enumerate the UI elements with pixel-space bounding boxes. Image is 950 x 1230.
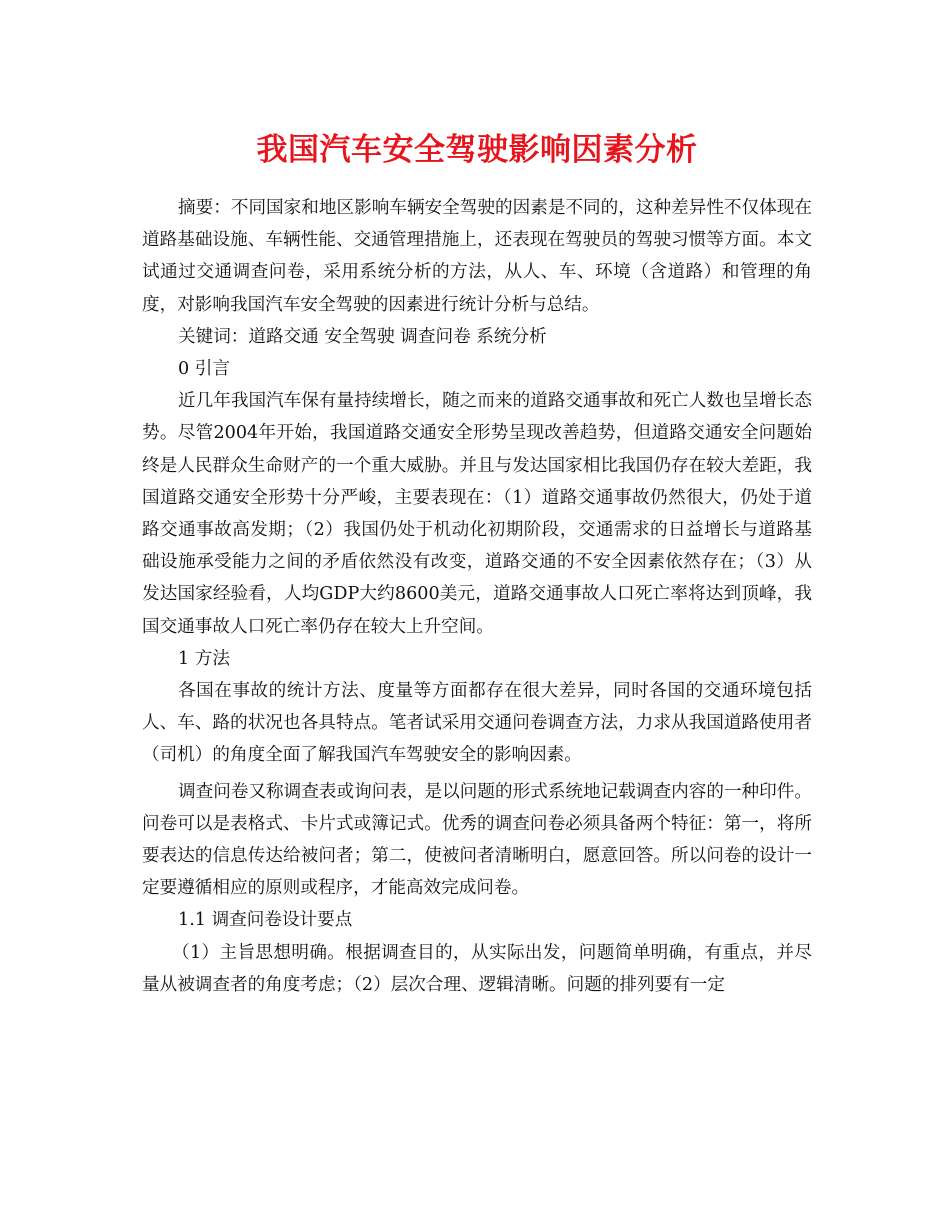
document-title: 我国汽车安全驾驶影响因素分析 xyxy=(256,132,698,168)
section-0-heading: 0 引言 xyxy=(178,359,230,380)
document-page xyxy=(142,128,812,1001)
section-1-body-2: 调查问卷又称调查表或询问表，是以问题的形式系统地记载调查内容的一种印件。问卷可以是表格式、卡片式或簿记式。优秀的调查问卷必须具备两个特征：第一，将所要表达的信息传达给被问者；第二，使被问者清晰明白，愿意回答。所以问卷的设计一定要遵循相应的原则或程序，才能高效完成问卷。 xyxy=(142,781,812,899)
section-1-heading: 1 方法 xyxy=(178,648,230,669)
abstract-paragraph: 摘要：不同国家和地区影响车辆安全驾驶的因素是不同的，这种差异性不仅体现在道路基础设施、车辆性能、交通管理措施上，还表现在驾驶员的驾驶习惯等方面。本文试通过交通调查问卷，采用系统分析的方法，从人、车、环境（含道路）和管理的角度，对影响我国汽车安全驾驶的因素进行统计分析与总结。 xyxy=(142,198,812,315)
section-1-1-heading: 1.1 调查问卷设计要点 xyxy=(178,910,353,931)
keywords-line: 关键词：道路交通 安全驾驶 调查问卷 系统分析 xyxy=(178,326,547,347)
section-1-body-1: 各国在事故的统计方法、度量等方面都存在很大差异，同时各国的交通环境包括人、车、路的状况也各具特点。笔者试采用交通问卷调查方法，力求从我国道路使用者（司机）的角度全面了解我国汽车驾驶安全的影响因素。 xyxy=(142,681,812,766)
section-0-body: 近几年我国汽车保有量持续增长，随之而来的道路交通事故和死亡人数也呈增长态势。尽管2004年开始，我国道路交通安全形势呈现改善趋势，但道路交通安全问题始终是人民群众生命财产的一个重大威胁。并且与发达国家相比我国仍存在较大差距，我国道路交通安全形势十分严峻，主要表现在：（1）道路交通事故仍然很大，仍处于道路交通事故高发期；（2）我国仍处于机动化初期阶段，交通需求的日益增长与道路基础设施承受能力之间的矛盾依然没有改变，道路交通的不安全因素依然存在；（3）从发达国家经验看，人均GDP大约8600美元，道路交通事故人口死亡率将达到顶峰，我国交通事故人口死亡率仍存在较大上升空间。 xyxy=(142,391,812,637)
section-1-1-body: （1）主旨思想明确。根据调查目的，从实际出发，问题简单明确，有重点，并尽量从被调查者的角度考虑；（2）层次合理、逻辑清晰。问题的排列要有一定 xyxy=(142,942,812,995)
